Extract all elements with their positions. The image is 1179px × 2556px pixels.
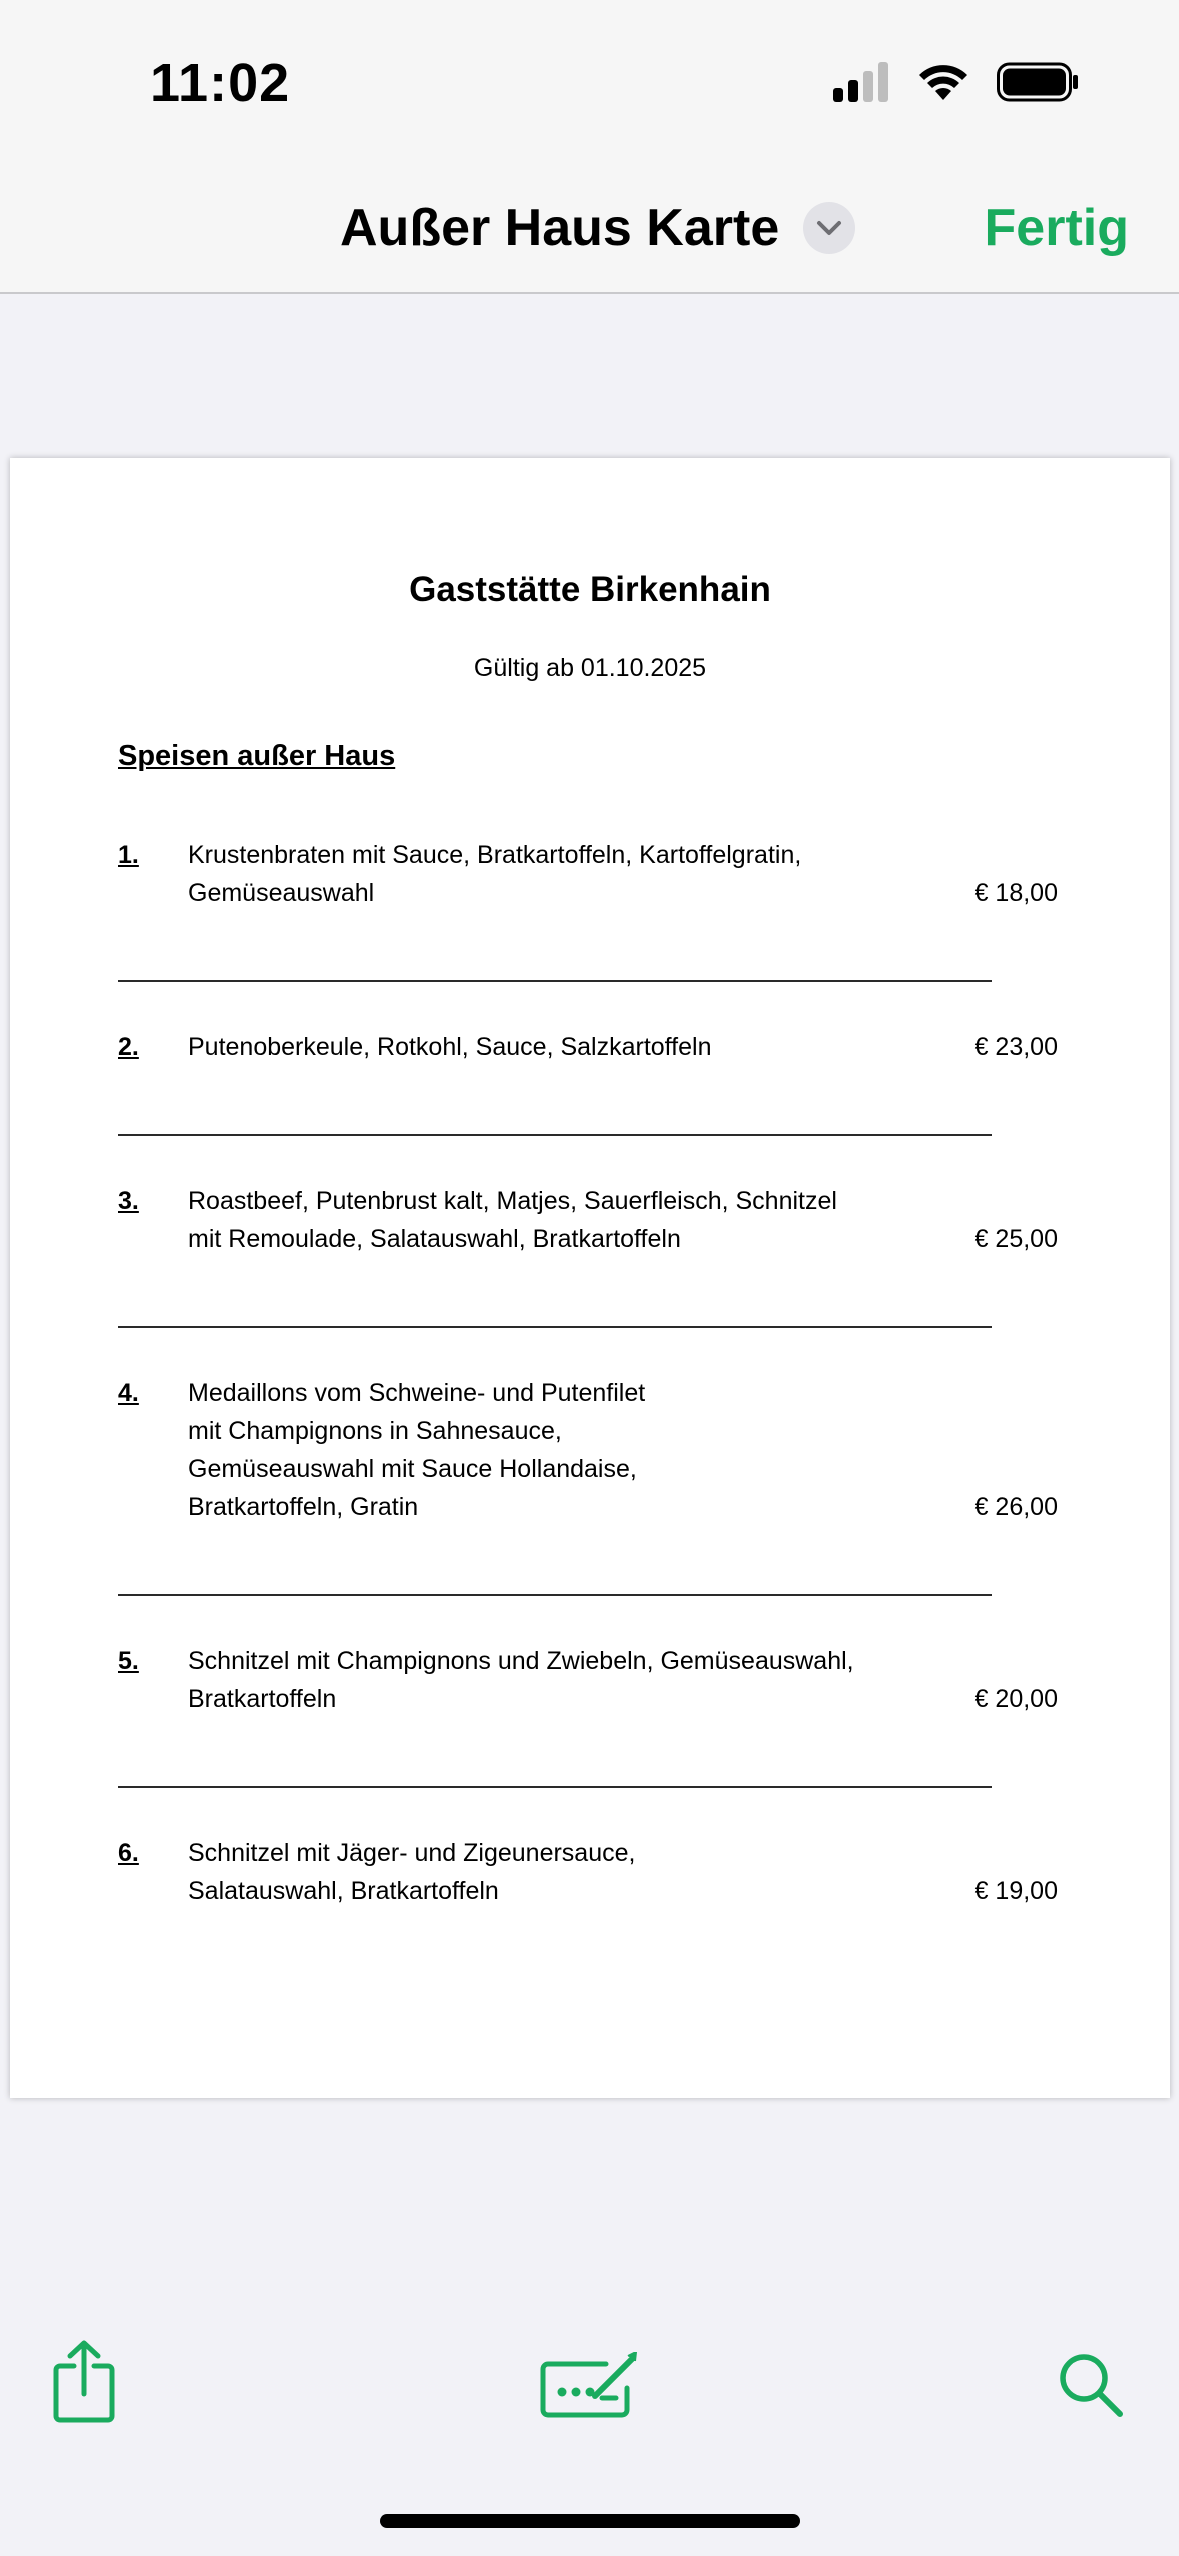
title-menu-button[interactable] bbox=[803, 202, 855, 254]
chevron-down-icon bbox=[815, 218, 843, 238]
document-heading: Gaststätte Birkenhain bbox=[409, 570, 771, 609]
menu-item-line: Bratkartoffeln bbox=[188, 1685, 337, 1713]
status-time: 11:02 bbox=[150, 53, 291, 113]
menu-item-line: Putenoberkeule, Rotkohl, Sauce, Salzkartoffeln bbox=[188, 1033, 712, 1061]
markup-button[interactable] bbox=[540, 2352, 640, 2425]
menu-item-line: Gemüseauswahl mit Sauce Hollandaise, bbox=[188, 1455, 637, 1483]
divider-line bbox=[118, 1786, 992, 1788]
divider-line bbox=[118, 980, 992, 982]
menu-item-description bbox=[188, 1374, 948, 1526]
signature-markup-icon bbox=[540, 2352, 640, 2420]
document-validity: Gültig ab 01.10.2025 bbox=[473, 654, 707, 682]
menu-item-number: 5. bbox=[118, 1647, 139, 1675]
document-title-menu[interactable] bbox=[340, 198, 855, 258]
menu-item-line: Schnitzel mit Champignons und Zwiebeln, Gemüseauswahl, bbox=[188, 1647, 854, 1675]
status-icons bbox=[833, 62, 1079, 102]
done-button[interactable]: Fertig bbox=[984, 199, 1129, 257]
section-heading: Speisen außer Haus bbox=[118, 740, 396, 772]
menu-item bbox=[118, 1182, 1058, 1258]
share-button[interactable] bbox=[52, 2340, 116, 2429]
status-bar bbox=[0, 0, 1179, 170]
menu-item-line: mit Champignons in Sahnesauce, bbox=[188, 1417, 562, 1445]
menu-item-description bbox=[188, 1182, 948, 1258]
menu-item-number: 2. bbox=[118, 1033, 139, 1061]
menu-item-line: Bratkartoffeln, Gratin bbox=[188, 1493, 419, 1521]
menu-item-line: Schnitzel mit Jäger- und Zigeunersauce, bbox=[188, 1839, 636, 1867]
wifi-icon bbox=[917, 62, 969, 102]
menu-item-number: 4. bbox=[118, 1379, 139, 1407]
menu-item-line: Krustenbraten mit Sauce, Bratkartoffeln, Kartoffelgratin, bbox=[188, 841, 802, 869]
menu-item-line: Roastbeef, Putenbrust kalt, Matjes, Sauerfleisch, Schnitzel bbox=[188, 1187, 837, 1215]
menu-item bbox=[118, 836, 1058, 912]
menu-item bbox=[118, 1374, 1058, 1526]
menu-item bbox=[118, 1834, 1058, 1910]
menu-item-description bbox=[188, 1028, 948, 1066]
battery-icon bbox=[997, 62, 1079, 102]
divider-line bbox=[118, 1594, 992, 1596]
search-icon bbox=[1058, 2352, 1124, 2418]
menu-item-line: Salatauswahl, Bratkartoffeln bbox=[188, 1877, 499, 1905]
menu-item-description bbox=[188, 1642, 948, 1718]
menu-item-price: € 25,00 bbox=[974, 1225, 1058, 1253]
menu-item-line: Gemüseauswahl bbox=[188, 879, 375, 907]
menu-item bbox=[118, 1642, 1058, 1718]
menu-item-description bbox=[188, 836, 948, 912]
navigation-bar bbox=[0, 170, 1179, 294]
menu-item-number: 6. bbox=[118, 1839, 139, 1867]
menu-item-description bbox=[188, 1834, 948, 1910]
menu-item-price: € 19,00 bbox=[974, 1877, 1058, 1905]
menu-item-price: € 23,00 bbox=[974, 1033, 1058, 1061]
menu-item-line: mit Remoulade, Salatauswahl, Bratkartoffeln bbox=[188, 1225, 681, 1253]
menu-item-price: € 26,00 bbox=[974, 1493, 1058, 1521]
menu-item-number: 3. bbox=[118, 1187, 139, 1215]
menu-item bbox=[118, 1028, 1058, 1066]
menu-item-price: € 18,00 bbox=[974, 879, 1058, 907]
share-icon bbox=[52, 2340, 116, 2424]
nav-title: Außer Haus Karte bbox=[340, 199, 780, 257]
menu-item-price: € 20,00 bbox=[974, 1685, 1058, 1713]
divider-line bbox=[118, 1134, 992, 1136]
search-button[interactable] bbox=[1058, 2352, 1124, 2423]
menu-item-line: Medaillons vom Schweine- und Putenfilet bbox=[188, 1379, 646, 1407]
home-indicator[interactable] bbox=[380, 2514, 800, 2528]
divider-line bbox=[118, 1326, 992, 1328]
document-page[interactable] bbox=[10, 458, 1170, 2098]
menu-item-number: 1. bbox=[118, 841, 139, 869]
cellular-signal-icon bbox=[833, 62, 889, 102]
